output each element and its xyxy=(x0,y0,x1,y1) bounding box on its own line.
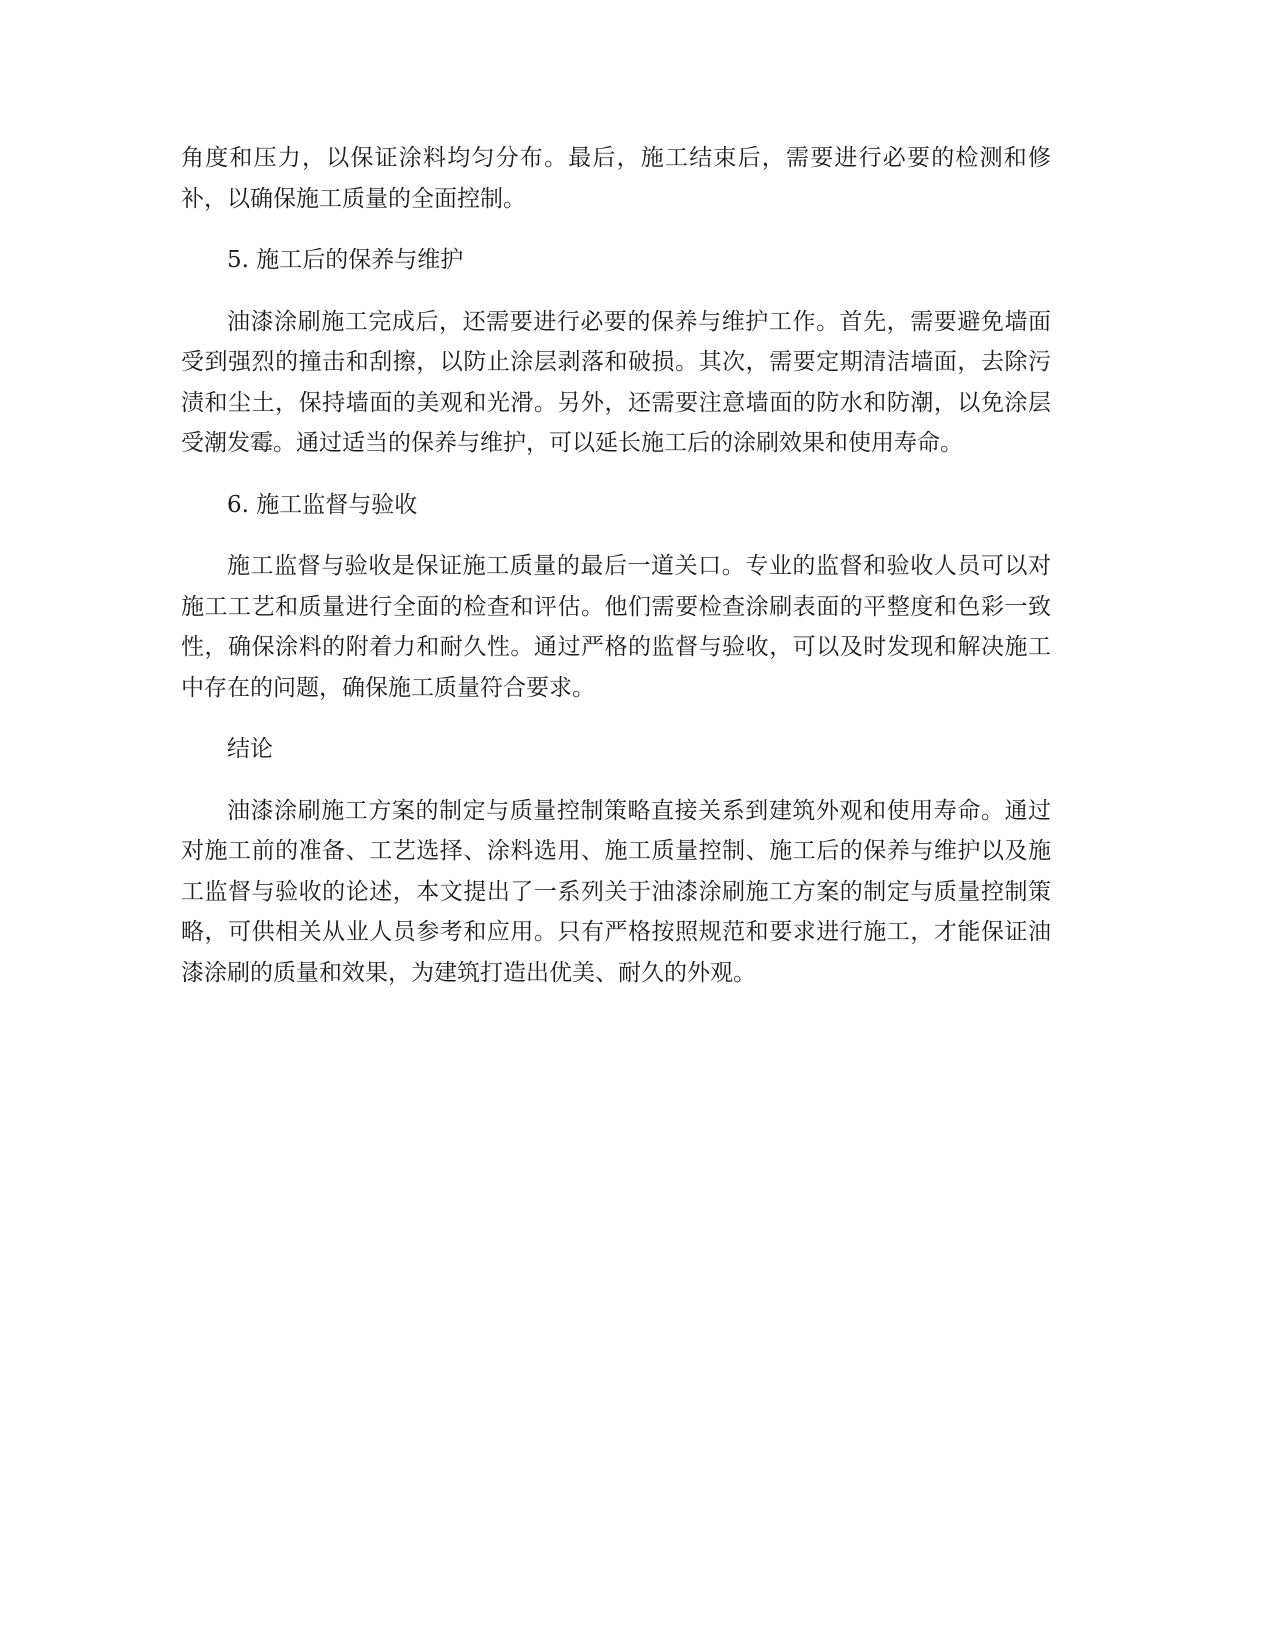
section-heading-5: 5. 施工后的保养与维护 xyxy=(227,247,464,273)
section-heading-6: 6. 施工监督与验收 xyxy=(227,491,418,518)
paragraph-maintenance: 油漆涂刷施工完成后，还需要进行必要的保养与维护工作。首先，需要避免墙面受到强烈的撞击和刮擦，以防止涂层剥落和破损。其次，需要定期清洁墙面，去除污渍和尘土，保持墙面的美观和光滑。另外，还需要注意墙面的防水和防潮，以免涂层受潮发霉。通过适当的保养与维护，可以延长施工后的涂刷效果和使用寿命。 xyxy=(181,308,1051,456)
section-heading-conclusion: 结论 xyxy=(227,736,273,762)
document-body xyxy=(181,138,1051,1014)
paragraph-supervision: 施工监督与验收是保证施工质量的最后一道关口。专业的监督和验收人员可以对施工工艺和质量进行全面的检查和评估。他们需要检查涂刷表面的平整度和色彩一致性，确保涂料的附着力和耐久性。通过严格的监督与验收，可以及时发现和解决施工中存在的问题，确保施工质量符合要求。 xyxy=(181,553,1051,701)
paragraph-continuation: 角度和压力，以保证涂料均匀分布。最后，施工结束后，需要进行必要的检测和修补，以确保施工质量的全面控制。 xyxy=(181,145,1051,212)
paragraph-conclusion: 油漆涂刷施工方案的制定与质量控制策略直接关系到建筑外观和使用寿命。通过对施工前的准备、工艺选择、涂料选用、施工质量控制、施工后的保养与维护以及施工监督与验收的论述，本文提出了一系列关于油漆涂刷施工方案的制定与质量控制策略，可供相关从业人员参考和应用。只有严格按照规范和要求进行施工，才能保证油漆涂刷的质量和效果，为建筑打造出优美、耐久的外观。 xyxy=(181,797,1051,986)
